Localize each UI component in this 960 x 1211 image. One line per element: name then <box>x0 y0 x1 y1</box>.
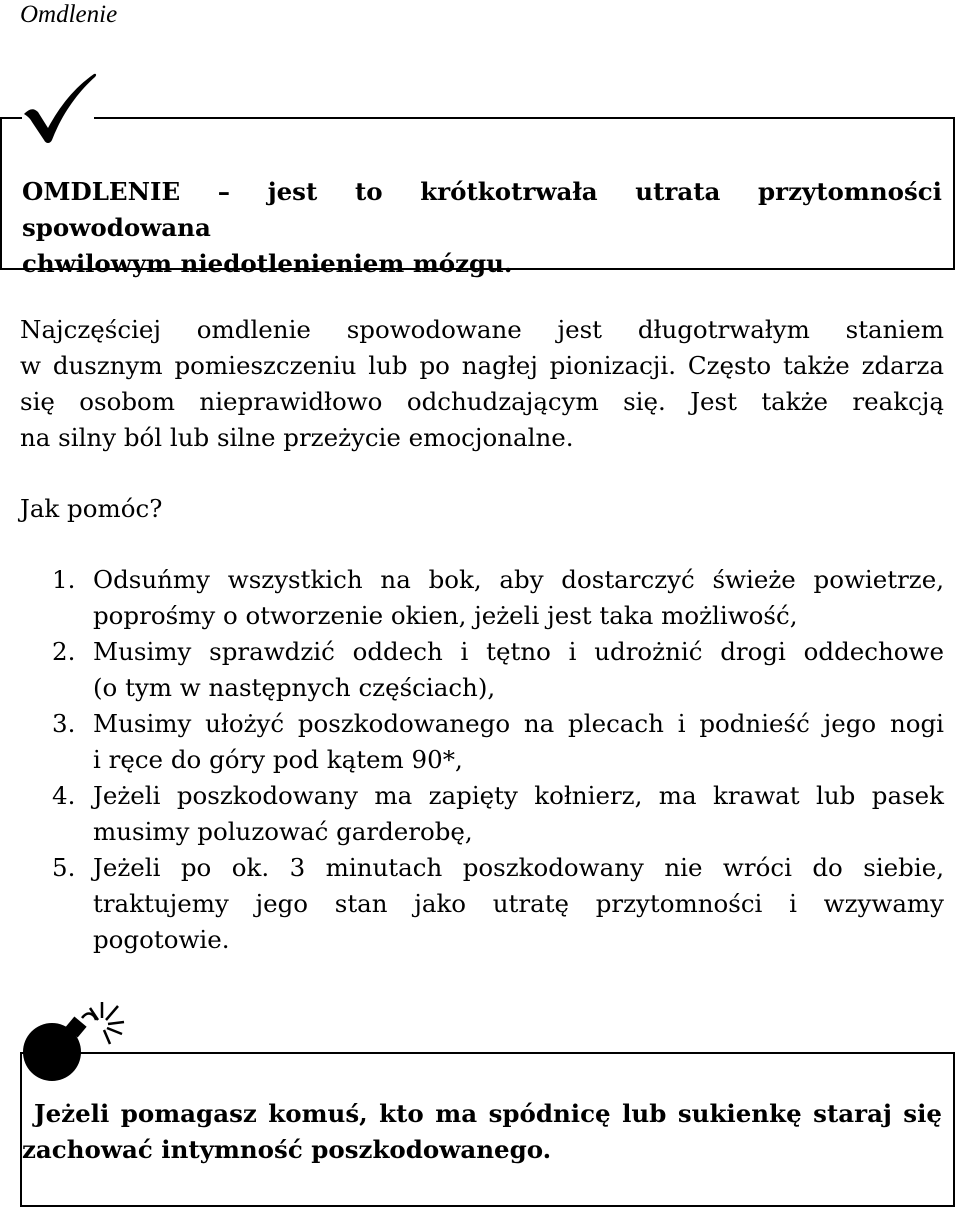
help-heading: Jak pomóc? <box>20 494 163 523</box>
step-number: 3. <box>52 709 76 738</box>
step-number: 4. <box>52 781 76 810</box>
list-item <box>20 706 944 778</box>
checkmark-icon <box>22 72 98 146</box>
step-line: i ręce do góry pod kątem 90*, <box>93 745 463 774</box>
list-item <box>20 850 944 958</box>
step-line: poprośmy o otworzenie okien, jeżeli jest taka możliwość, <box>93 601 798 630</box>
step-line: Jeżeli po ok. 3 minutach poszkodowany nie wróci do siebie, <box>93 853 944 882</box>
paragraph-line: Najczęściej omdlenie spowodowane jest długotrwałym staniem <box>20 315 944 344</box>
step-line: Odsuńmy wszystkich na bok, aby dostarczyć świeże powietrze, <box>93 565 944 594</box>
definition-text <box>22 174 942 282</box>
warning-line: zachować intymność poszkodowanego. <box>22 1135 552 1164</box>
step-line: (o tym w następnych częściach), <box>93 673 496 702</box>
step-line: Musimy sprawdzić oddech i tętno i udrożnić drogi oddechowe <box>93 637 944 666</box>
bomb-icon <box>22 1000 126 1082</box>
list-item <box>20 634 944 706</box>
definition-line: chwilowym niedotlenieniem mózgu. <box>22 249 513 278</box>
step-number: 1. <box>52 565 76 594</box>
warning-line: Jeżeli pomagasz komuś, kto ma spódnicę lub sukienkę staraj się <box>34 1099 942 1128</box>
definition-box-top-border-left <box>0 117 22 119</box>
paragraph-line: na silny ból lub silne przeżycie emocjonalne. <box>20 423 574 452</box>
page-title: Omdlenie <box>20 1 118 28</box>
help-steps-list <box>20 562 944 958</box>
definition-box-top-border-right <box>94 117 955 119</box>
step-line: pogotowie. <box>93 925 230 954</box>
step-line: traktujemy jego stan jako utratę przytomności i wzywamy <box>93 889 944 918</box>
step-number: 5. <box>52 853 76 882</box>
definition-line: OMDLENIE – jest to krótkotrwała utrata przytomności spowodowana <box>22 177 942 242</box>
warning-text <box>22 1096 942 1168</box>
paragraph-line: w dusznym pomieszczeniu lub po nagłej pionizacji. Często także zdarza <box>20 351 944 380</box>
step-line: musimy poluzować garderobę, <box>93 817 473 846</box>
intro-paragraph <box>20 312 944 456</box>
list-item <box>20 562 944 634</box>
step-line: Musimy ułożyć poszkodowanego na plecach i podnieść jego nogi <box>93 709 944 738</box>
step-line: Jeżeli poszkodowany ma zapięty kołnierz, ma krawat lub pasek <box>93 781 944 810</box>
step-number: 2. <box>52 637 76 666</box>
paragraph-line: się osobom nieprawidłowo odchudzającym się. Jest także reakcją <box>20 387 944 416</box>
list-item <box>20 778 944 850</box>
